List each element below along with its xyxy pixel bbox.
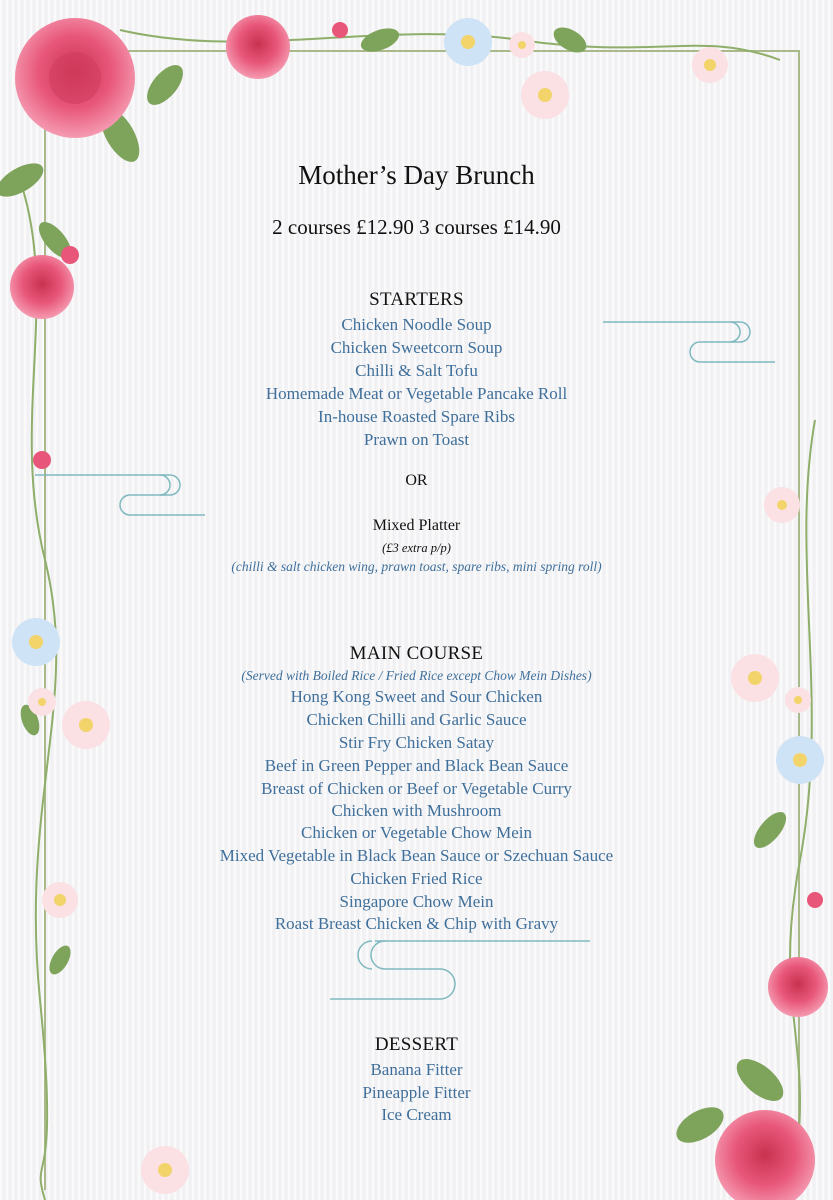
menu-item: Roast Breast Chicken & Chip with Gravy — [274, 914, 559, 933]
menu-item: Chicken or Vegetable Chow Mein — [300, 823, 533, 842]
main-course-note: (Served with Boiled Rice / Fried Rice except Chow Mein Dishes) — [241, 668, 592, 683]
platter-details: (chilli & salt chicken wing, prawn toast, spare ribs, mini spring roll) — [231, 559, 602, 574]
menu-item: Homemade Meat or Vegetable Pancake Roll — [265, 384, 568, 403]
menu-item: Breast of Chicken or Beef or Vegetable Curry — [261, 779, 572, 798]
starters-heading: STARTERS — [369, 289, 464, 310]
menu-item: Prawn on Toast — [363, 430, 470, 449]
menu-item: Singapore Chow Mein — [339, 892, 494, 911]
menu-item: Chicken with Mushroom — [331, 801, 502, 820]
or-separator: OR — [405, 472, 428, 489]
menu-item: Chicken Chilli and Garlic Sauce — [306, 710, 527, 729]
platter-name: Mixed Platter — [372, 517, 461, 534]
menu-item: Beef in Green Pepper and Black Bean Sauce — [264, 756, 569, 775]
menu-item: Stir Fry Chicken Satay — [338, 733, 495, 752]
menu-item: Chilli & Salt Tofu — [355, 361, 478, 380]
menu-item: In-house Roasted Spare Ribs — [318, 407, 515, 426]
rose-icon — [226, 15, 290, 79]
pricing-line: 2 courses £12.90 3 courses £14.90 — [272, 215, 561, 239]
menu-item: Hong Kong Sweet and Sour Chicken — [290, 687, 543, 706]
menu-item: Chicken Noodle Soup — [341, 315, 492, 334]
menu-item: Ice Cream — [381, 1105, 452, 1124]
platter-price: (£3 extra p/p) — [382, 541, 451, 555]
menu-item: Chicken Sweetcorn Soup — [330, 338, 503, 357]
main-course-heading: MAIN COURSE — [349, 643, 484, 664]
menu-item: Banana Fitter — [370, 1060, 463, 1079]
menu-item: Chicken Fried Rice — [350, 869, 483, 888]
menu-item: Pineapple Fitter — [362, 1083, 471, 1102]
dessert-heading: DESSERT — [374, 1034, 459, 1055]
page-title: Mother’s Day Brunch — [298, 160, 535, 190]
menu-item: Mixed Vegetable in Black Bean Sauce or Szechuan Sauce — [219, 846, 614, 865]
